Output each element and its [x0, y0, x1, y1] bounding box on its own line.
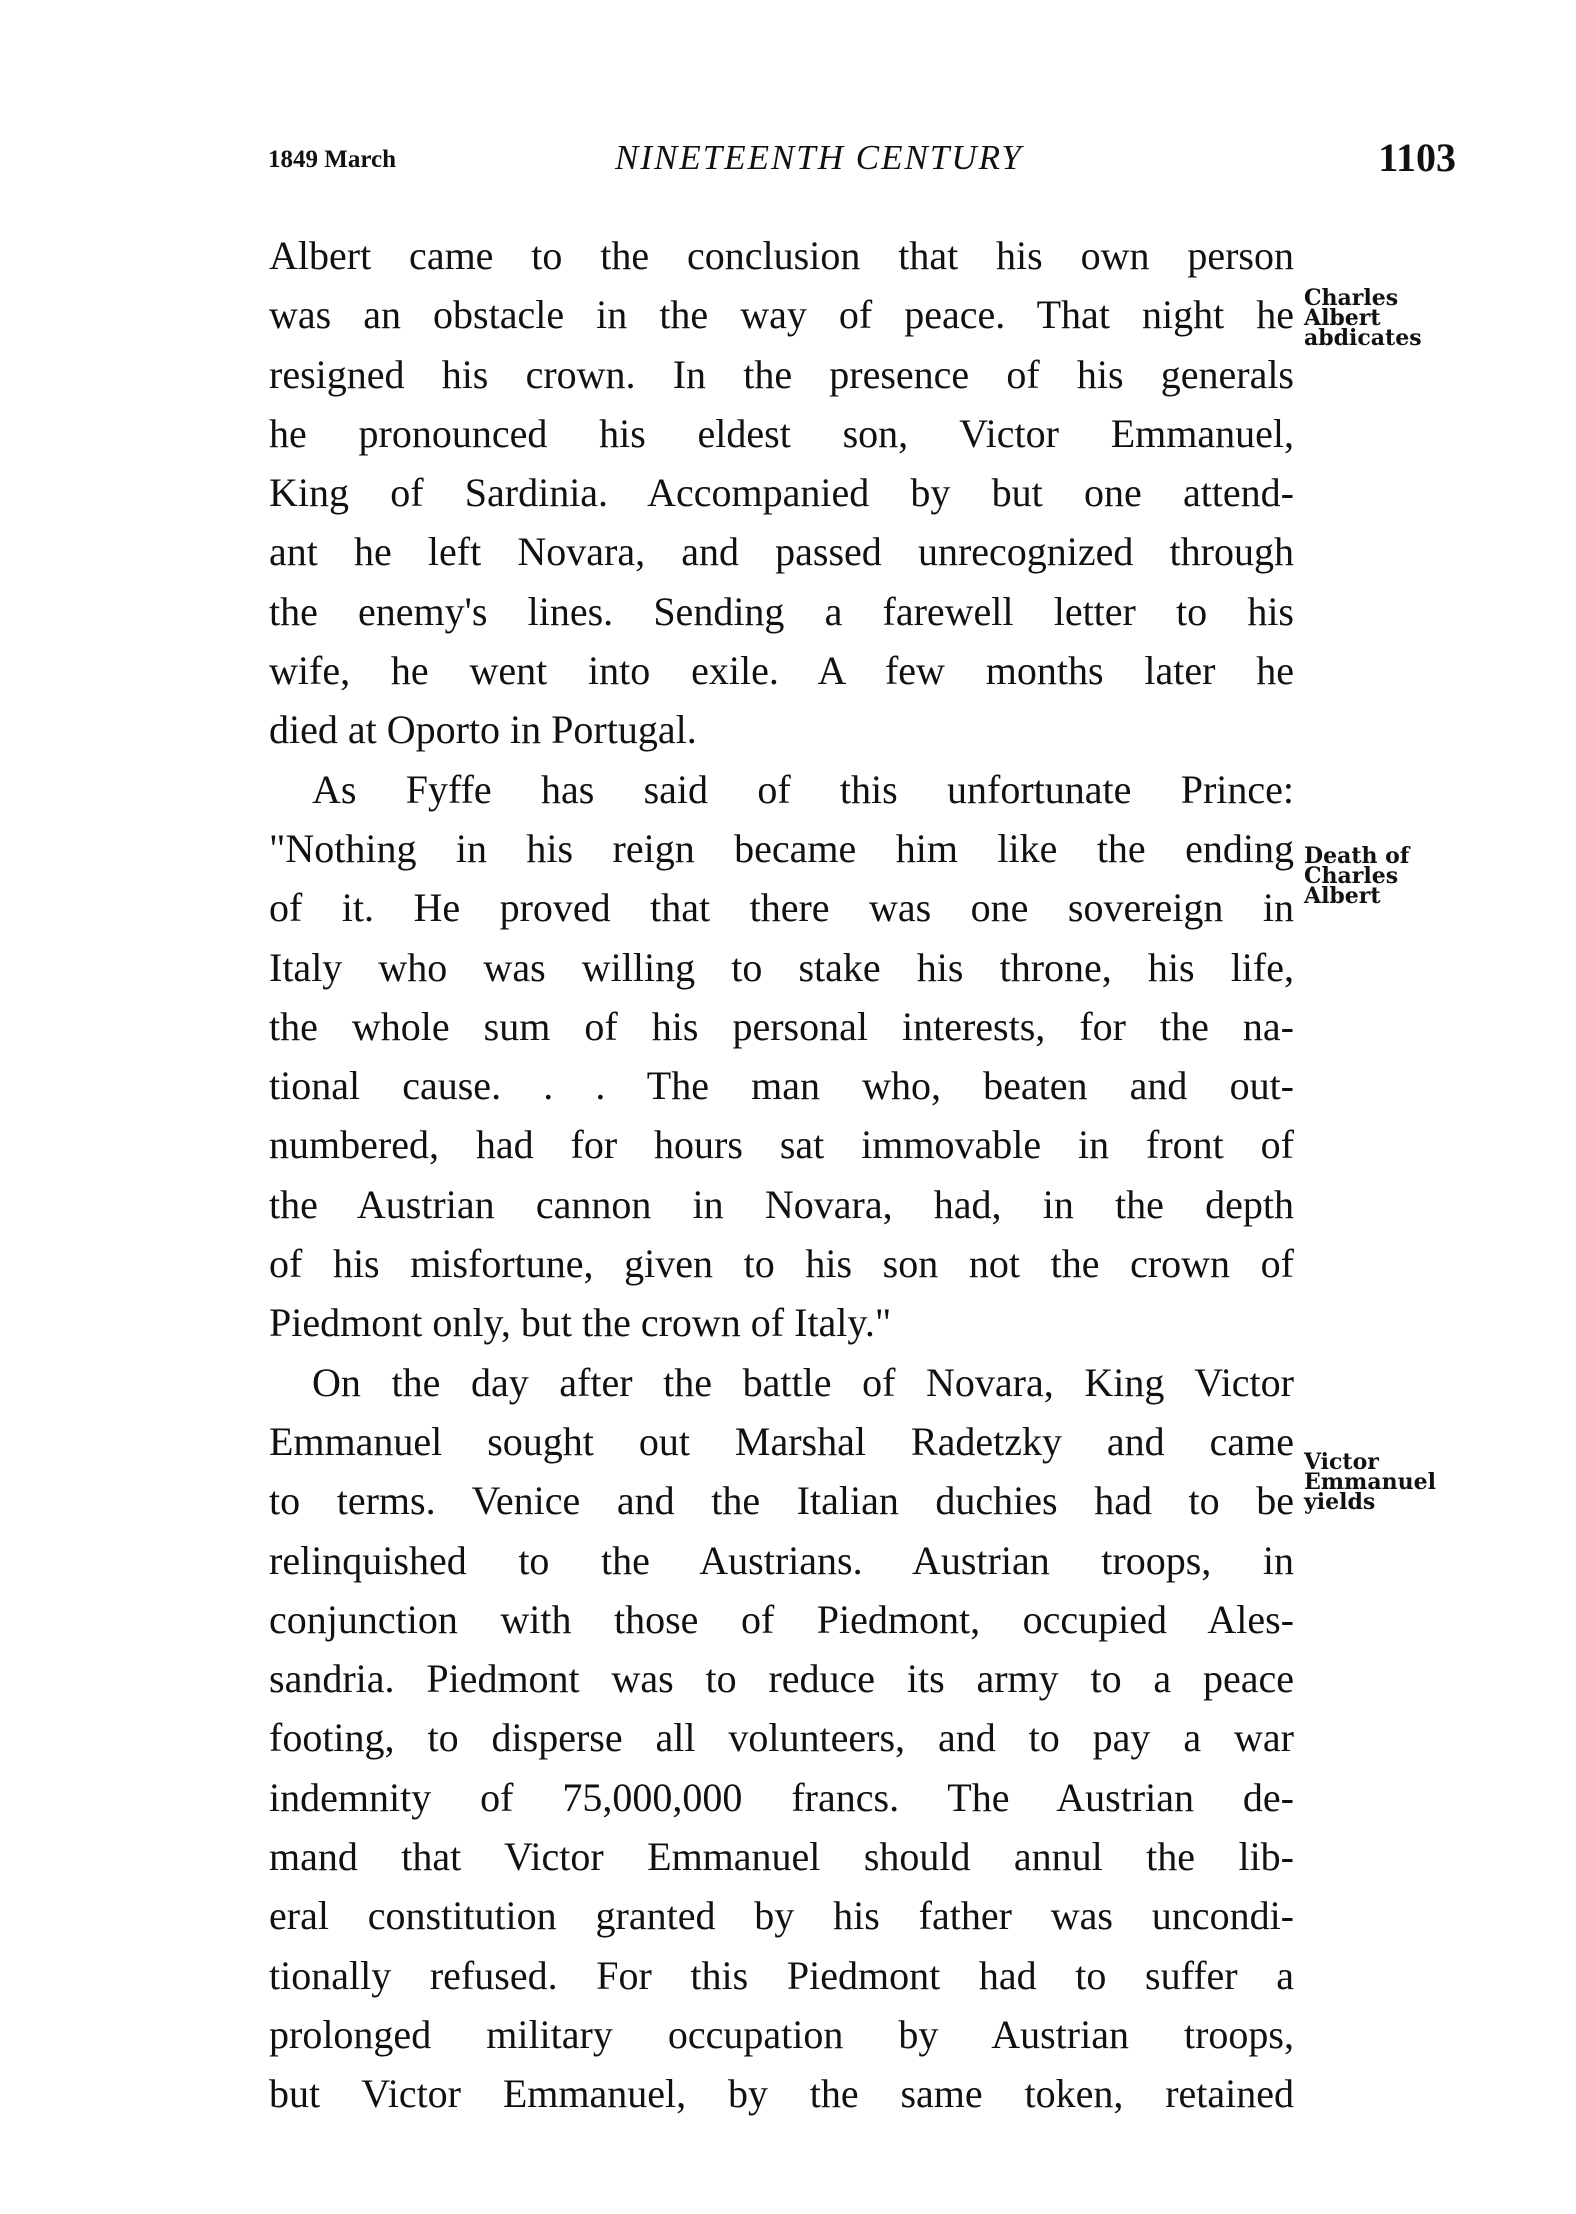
margin-note-yields — [1304, 1449, 1436, 1515]
text-line: sandria. Piedmont was to reduce its army to a peace — [269, 1656, 1294, 1702]
text-line: footing, to disperse all volunteers, and to pay a war — [269, 1715, 1294, 1761]
margin-note-line: Charles — [1304, 863, 1399, 889]
margin-note-line: yields — [1304, 1489, 1376, 1515]
text-line: mand that Victor Emmanuel should annul the lib- — [269, 1834, 1294, 1880]
text-line: to terms. Venice and the Italian duchies had to be — [269, 1478, 1294, 1524]
text-line: Albert came to the conclusion that his own person — [269, 233, 1294, 278]
running-head-title: NINETEENTH CENTURY — [615, 138, 1023, 177]
text-line: eral constitution granted by his father was uncondi- — [269, 1893, 1294, 1939]
text-line: prolonged military occupation by Austrian troops, — [269, 2011, 1294, 2057]
margin-note-line: Charles — [1304, 285, 1399, 311]
text-line: ant he left Novara, and passed unrecognized through — [269, 529, 1294, 575]
text-line: King of Sardinia. Accompanied by but one attend- — [269, 470, 1294, 516]
text-line: Emmanuel sought out Marshal Radetzky and came — [269, 1418, 1294, 1464]
text-line: the whole sum of his personal interests, for the na- — [269, 1003, 1294, 1049]
margin-note-abdicates — [1304, 285, 1422, 351]
text-line: conjunction with those of Piedmont, occupied Ales- — [269, 1596, 1294, 1642]
text-line: the enemy's lines. Sending a farewell letter to his — [269, 588, 1294, 634]
text-line: tionally refused. For this Piedmont had to suffer a — [269, 1952, 1294, 1998]
text-line: he pronounced his eldest son, Victor Emmanuel, — [269, 410, 1294, 456]
margin-note-line: Emmanuel — [1304, 1469, 1436, 1495]
text-line: resigned his crown. In the presence of his generals — [269, 351, 1294, 397]
text-line: As Fyffe has said of this unfortunate Prince: — [312, 766, 1294, 812]
text-line: the Austrian cannon in Novara, had, in the depth — [269, 1181, 1294, 1227]
text-line: Italy who was willing to stake his throne, his life, — [269, 944, 1294, 990]
margin-note-line: Albert — [1304, 305, 1381, 331]
text-line: "Nothing in his reign became him like the ending — [269, 825, 1294, 871]
text-line: of it. He proved that there was one sovereign in — [269, 885, 1294, 931]
text-line: relinquished to the Austrians. Austrian troops, in — [269, 1537, 1294, 1583]
text-line: but Victor Emmanuel, by the same token, retained — [269, 2071, 1294, 2117]
text-line: numbered, had for hours sat immovable in front of — [269, 1122, 1294, 1168]
text-line: wife, he went into exile. A few months later he — [269, 648, 1294, 694]
body-text — [269, 226, 1294, 2124]
text-line: On the day after the battle of Novara, King Victor — [312, 1359, 1294, 1405]
text-line: of his misfortune, given to his son not the crown of — [269, 1241, 1294, 1287]
margin-note-line: Death of — [1304, 843, 1410, 869]
text-line: was an obstacle in the way of peace. That night he — [269, 292, 1294, 338]
margin-note-line: Albert — [1304, 883, 1381, 909]
running-head-date: 1849 March — [268, 146, 396, 173]
margin-note-line: Victor — [1304, 1449, 1379, 1475]
margin-note-line: abdicates — [1304, 325, 1422, 351]
text-line: died at Oporto in Portugal. — [269, 707, 697, 753]
margin-note-death — [1304, 843, 1410, 909]
text-line: indemnity of 75,000,000 francs. The Austrian de- — [269, 1774, 1294, 1820]
page-number: 1103 — [1378, 135, 1456, 180]
text-line: tional cause. . . The man who, beaten and out- — [269, 1063, 1294, 1109]
text-line: Piedmont only, but the crown of Italy." — [269, 1300, 892, 1346]
